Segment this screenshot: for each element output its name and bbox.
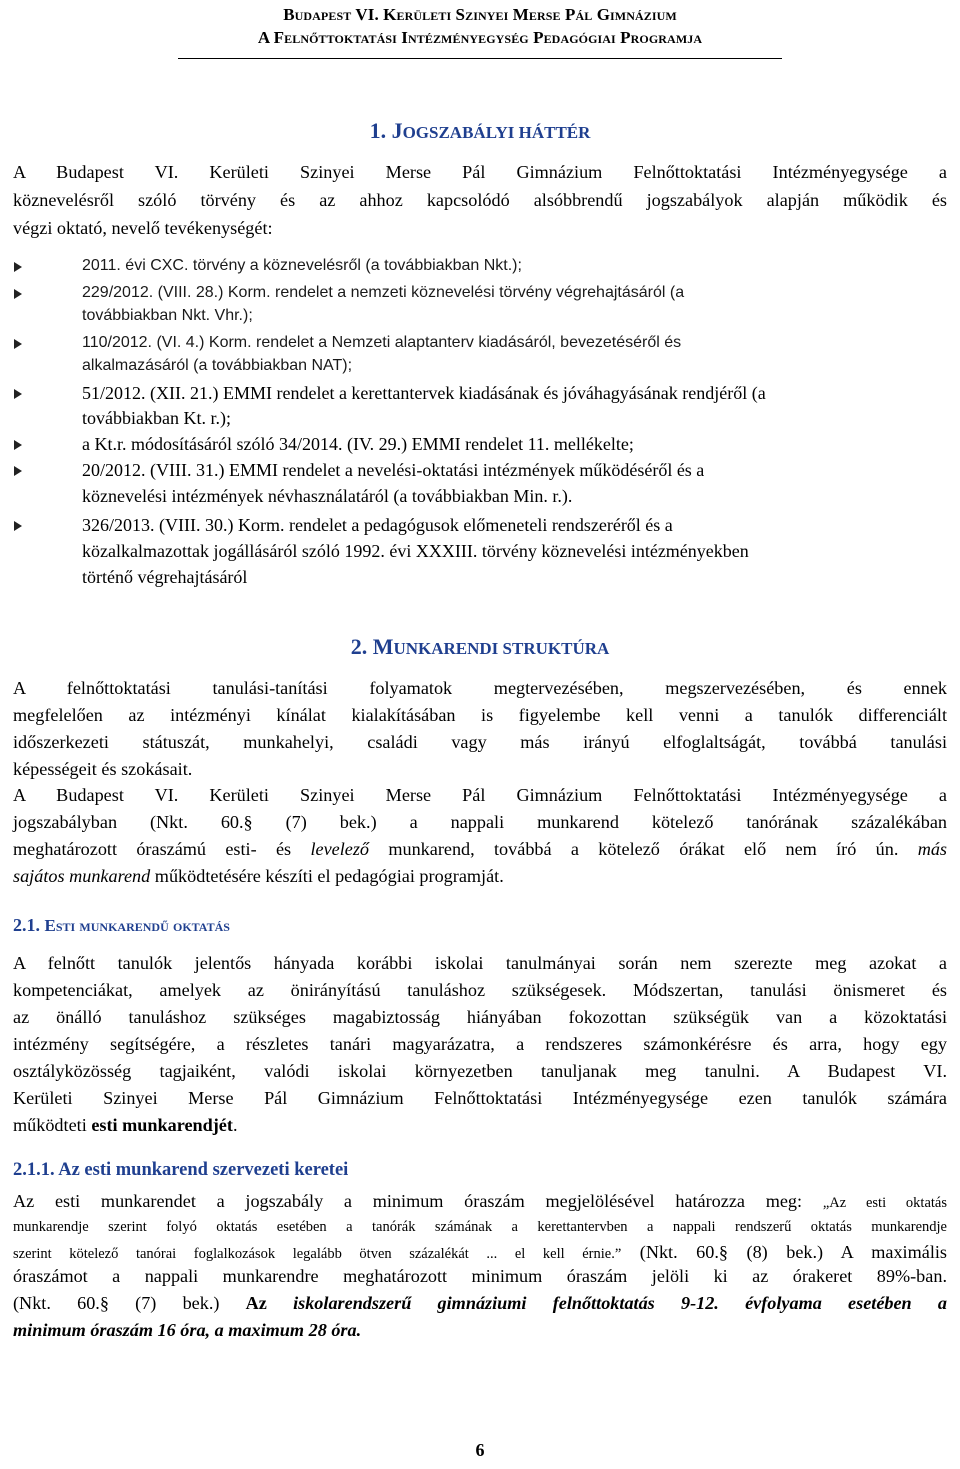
list-item-text: 110/2012. (VI. 4.) Korm. rendelet a Nemzeti alaptanterv kiadásáról, bevezetéséről és [82, 334, 682, 351]
section-1-title-initial: J [391, 118, 403, 143]
section-2-para-line: A Budapest VI. Kerületi Szinyei Merse Pál Gimnázium Felnőttoktatási Intézményegysége a [13, 785, 947, 805]
section-2-para-line: jogszabályban (Nkt. 60.§ (7) bek.) a nappali munkarend kötelező tanórának százalékában [13, 812, 947, 832]
section-2-para-line: megfelelően az intézményi kínálat kialakításában is figyelembe kell venni a tanulók differenciált [13, 705, 947, 725]
section-2-title-initial: M [372, 634, 394, 659]
section-2-1-1-para-line [13, 1242, 947, 1263]
section-2-1-1-para-line [13, 1293, 947, 1314]
section-2-1-1-para-line [13, 1191, 947, 1212]
section-2-para-line: időszerkezeti státuszát, munkahelyi, családi vagy más irányú elfoglaltságát, továbbá tanulási [13, 732, 947, 752]
section-2-para-line [13, 839, 947, 860]
section-2-1-para-line: az önálló tanuláshoz szükséges magabiztosság hiányában fokozottan szükségük van a közoktatási [13, 1007, 947, 1027]
section-2-1-title: Esti munkarendű oktatás [44, 916, 230, 935]
text-run: működtetésére készíti el pedagógiai programját. [150, 866, 504, 886]
list-item-text: 326/2013. (VIII. 30.) Korm. rendelet a pedagógusok előmeneteli rendszeréről és a [82, 515, 673, 535]
text-run: Az esti munkarendet a jogszabály a minimum óraszám megjelölésével határozza meg: [13, 1191, 823, 1211]
section-2-1-para-line [13, 1115, 947, 1136]
text-run: (Nkt. 60.§ (7) bek.) [13, 1293, 246, 1313]
list-item-text: alkalmazásáról (a továbbiakban NAT); [82, 357, 353, 374]
bullet-arrow-icon [14, 521, 22, 531]
list-item-text: 20/2012. (VIII. 31.) EMMI rendelet a nevelési-oktatási intézmények működéséről és a [82, 460, 705, 480]
text-run-bold: esti munkarendjét [91, 1115, 233, 1135]
bullet-arrow-icon [14, 389, 22, 399]
list-item-text: 229/2012. (VIII. 28.) Korm. rendelet a nemzeti köznevelési törvény végrehajtásáról (a [82, 284, 685, 301]
bullet-arrow-icon [14, 289, 22, 299]
page-number: 6 [475, 1440, 485, 1460]
bullet-arrow-icon [14, 466, 22, 476]
section-2-para-line: képességeit és szokásait. [13, 759, 193, 779]
section-2-1-1-para-line: óraszámot a nappali munkarendre meghatározott minimum óraszám jelöli ki az órakeret 89%-ban. [13, 1266, 947, 1286]
section-2-number: 2. [350, 634, 368, 659]
section-2-title-rest: UNKARENDI STRUKTÚRA [393, 639, 610, 658]
section-2-heading [0, 634, 960, 660]
bullet-arrow-icon [14, 339, 22, 349]
text-run-italic: más [917, 839, 947, 859]
header-divider [178, 58, 782, 59]
section-2-1-para-line: A felnőtt tanulók jelentős hányada korábbi iskolai tanulmányai során nem szerezte meg azokat a [13, 953, 947, 973]
quote-run: szerint kötelező tanórai foglalkozások legalább ötven százalékát ... el kell érnie.” [13, 1246, 622, 1262]
text-run: (Nkt. 60.§ (8) bek.) A maximális [621, 1242, 948, 1262]
section-1-intro-line: végzi oktató, nevelő tevékenységét: [13, 218, 273, 238]
text-run: munkarend, továbbá a kötelező órákat elő nem író ún. [369, 839, 918, 859]
section-2-1-para-line: intézmény segítségére, a részletes tanári magyarázatra, a rendszeres számonkérésre és arra, hogy egy [13, 1034, 947, 1054]
text-run: meghatározott óraszámú esti- és [13, 839, 311, 859]
section-1-title-rest: OGSZABÁLYI HÁTTÉR [402, 123, 591, 142]
section-2-1-1-para-line [13, 1320, 947, 1341]
list-item-text: 2011. évi CXC. törvény a köznevelésről (a továbbiakban Nkt.); [82, 257, 522, 274]
section-2-1-number: 2.1. [13, 915, 40, 935]
text-run-italic: levelező [310, 839, 370, 859]
text-run: . [232, 1115, 238, 1135]
section-2-1-1-heading: 2.1.1. Az esti munkarend szervezeti keretei [13, 1160, 349, 1180]
section-2-para-line: A felnőttoktatási tanulási-tanítási folyamatok megtervezésében, megszervezésében, és ennek [13, 678, 947, 698]
section-2-1-para-line: osztályközösség tagjaiként, valódi iskolai környezetben tanuljanak meg tanulni. A Budapest VI. [13, 1061, 947, 1081]
section-1-number: 1. [369, 118, 387, 143]
quote-run: „Az esti oktatás [822, 1195, 947, 1211]
list-item-text: továbbiakban Nkt. Vhr.); [82, 307, 253, 324]
section-1-intro-line: köznevelésről szóló törvény és az ahhoz kapcsolódó alsóbbrendű jogszabályok alapján működik és [13, 190, 947, 210]
header-school-name: Budapest VI. Kerületi Szinyei Merse Pál Gimnázium [283, 5, 677, 24]
text-run-italic: sajátos munkarend [13, 866, 151, 886]
text-run-bold-italic: iskolarendszerű gimnáziumi felnőttoktatás 9-12. évfolyama esetében a [293, 1293, 947, 1313]
header-program-title: A Felnőttoktatási Intézményegység Pedagógiai Programja [257, 28, 703, 47]
text-run-bold: Az [245, 1293, 294, 1313]
section-2-1-para-line: kompetenciákat, amelyek az önirányítású tanuláshoz szükségesek. Módszertan, tanulási önismeret és [13, 980, 947, 1000]
bullet-arrow-icon [14, 262, 22, 272]
list-item-text: 51/2012. (XII. 21.) EMMI rendelet a kerettantervek kiadásának és jóváhagyásának rendjéről (a [82, 383, 766, 403]
section-2-para-line [13, 866, 947, 887]
list-item-text: továbbiakban Kt. r.); [82, 408, 231, 428]
list-item-text: köznevelési intézmények névhasználatáról (a továbbiakban Min. r.). [82, 486, 573, 506]
list-item-text: közalkalmazottak jogállásáról szóló 1992. évi XXXIII. törvény köznevelési intézményekben [82, 541, 749, 561]
bullet-arrow-icon [14, 440, 22, 450]
text-run: működteti [13, 1115, 92, 1135]
section-2-1-1-para-line: munkarendje szerint folyó oktatás esetében a tanórák számának a kerettantervben a nappali rendszerű oktatás munkarendje [13, 1219, 947, 1235]
section-2-1-heading [13, 915, 230, 936]
section-1-heading [0, 118, 960, 144]
text-run-bold-italic: minimum óraszám 16 óra, a maximum 28 óra. [13, 1320, 362, 1340]
section-1-intro-line: A Budapest VI. Kerületi Szinyei Merse Pál Gimnázium Felnőttoktatási Intézményegysége a [13, 162, 947, 182]
section-2-1-para-line: Kerületi Szinyei Merse Pál Gimnázium Felnőttoktatási Intézményegysége ezen tanulók számára [13, 1088, 947, 1108]
list-item-text: a Kt.r. módosításáról szóló 34/2014. (IV. 29.) EMMI rendelet 11. mellékelte; [82, 434, 634, 454]
list-item-text: történő végrehajtásáról [82, 567, 248, 587]
